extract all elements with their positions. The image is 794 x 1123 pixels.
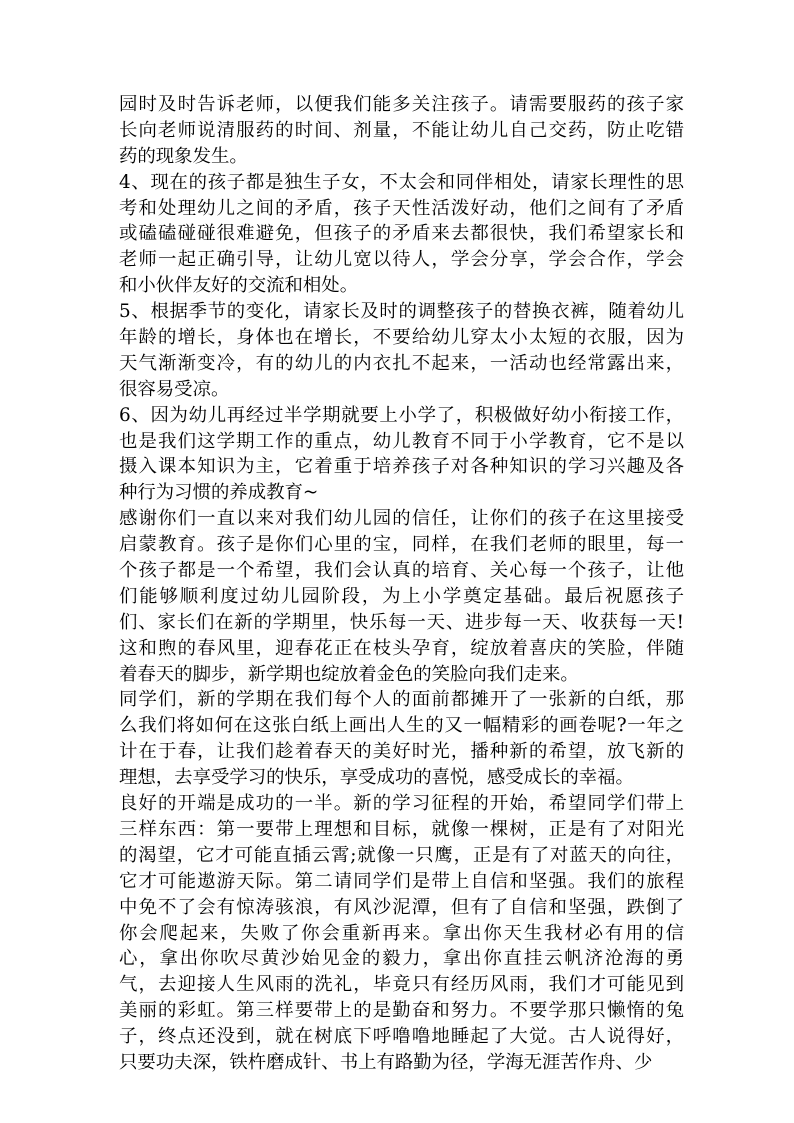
text-line: 4、现在的孩子都是独生子女，不太会和同伴相处，请家长理性的思 — [119, 171, 684, 193]
text-line: 摄入课本知识为主，它着重于培养孩子对各种知识的学习兴趣及各 — [119, 456, 684, 478]
paragraph — [119, 506, 684, 687]
text-line: 或磕磕碰碰很难避免，但孩子的矛盾来去都很快，我们希望家长和 — [119, 223, 684, 245]
paragraph — [119, 92, 684, 170]
text-line: 着春天的脚步，新学期也绽放着金色的笑脸向我们走来。 — [119, 663, 579, 685]
text-line: 中免不了会有惊涛骇浪，有风沙泥潭，但有了自信和坚强，跌倒了 — [119, 896, 684, 918]
text-line: 们能够顺利度过幼儿园阶段，为上小学奠定基础。最后祝愿孩子 — [119, 585, 684, 607]
text-line: 只要功夫深，铁杵磨成针、书上有路勤为径，学海无涯苦作舟、少 — [119, 1051, 653, 1073]
text-line: 和小伙伴友好的交流和相处。 — [119, 275, 359, 297]
paragraph — [119, 170, 684, 299]
text-line: 良好的开端是成功的一半。新的学习征程的开始，希望同学们带上 — [119, 793, 684, 815]
text-line: 你会爬起来，失败了你会重新再来。拿出你天生我材必有用的信 — [119, 922, 684, 944]
text-line: 们、家长们在新的学期里，快乐每一天、进步每一天、收获每一天! — [119, 611, 684, 633]
text-line: 园时及时告诉老师，以便我们能多关注孩子。请需要服药的孩子家 — [119, 94, 684, 115]
text-line: 美丽的彩虹。第三样要带上的是勤奋和努力。不要学那只懒惰的兔 — [119, 1000, 684, 1022]
text-line: 同学们，新的学期在我们每个人的面前都摊开了一张新的白纸，那 — [119, 689, 684, 711]
document-page — [119, 92, 684, 1076]
paragraph — [119, 791, 684, 1076]
text-line: 种行为习惯的养成教育~ — [119, 482, 319, 504]
text-line: 的渴望，它才可能直插云霄;就像一只鹰，正是有了对蓝天的向往， — [119, 844, 684, 866]
text-line: 老师一起正确引导，让幼儿宽以待人，学会分享，学会合作，学会 — [119, 249, 684, 271]
text-line: 心，拿出你吹尽黄沙始见金的毅力，拿出你直挂云帆济沧海的勇 — [119, 948, 684, 970]
text-line: 么我们将如何在这张白纸上画出人生的又一幅精彩的画卷呢?一年之 — [119, 715, 684, 737]
text-line: 气，去迎接人生风雨的洗礼，毕竟只有经历风雨，我们才可能见到 — [119, 974, 684, 996]
text-line: 药的现象发生。 — [119, 145, 248, 167]
paragraph — [119, 299, 684, 403]
text-line: 考和处理幼儿之间的矛盾，孩子天性活泼好动，他们之间有了矛盾 — [119, 197, 684, 219]
text-line: 三样东西：第一要带上理想和目标，就像一棵树，正是有了对阳光 — [119, 818, 684, 840]
text-line: 理想，去享受学习的快乐，享受成功的喜悦，感受成长的幸福。 — [119, 767, 634, 789]
text-line: 感谢你们一直以来对我们幼儿园的信任，让你们的孩子在这里接受 — [119, 508, 684, 530]
text-line: 它才可能遨游天际。第二请同学们是带上自信和坚强。我们的旅程 — [119, 870, 684, 892]
text-line: 这和煦的春风里，迎春花正在枝头孕育，绽放着喜庆的笑脸，伴随 — [119, 637, 684, 659]
text-line: 启蒙教育。孩子是你们心里的宝，同样，在我们老师的眼里，每一 — [119, 534, 684, 556]
paragraph — [119, 403, 684, 507]
text-line: 长向老师说清服药的时间、剂量，不能让幼儿自己交药，防止吃错 — [119, 119, 684, 141]
text-line: 6、因为幼儿再经过半学期就要上小学了，积极做好幼小衔接工作， — [119, 404, 684, 426]
paragraph — [119, 687, 684, 791]
text-line: 天气渐渐变冷，有的幼儿的内衣扎不起来，一活动也经常露出来， — [119, 352, 684, 374]
text-line: 很容易受凉。 — [119, 378, 230, 400]
text-line: 计在于春，让我们趁着春天的美好时光，播种新的希望，放飞新的 — [119, 741, 684, 763]
text-line: 也是我们这学期工作的重点，幼儿教育不同于小学教育，它不是以 — [119, 430, 684, 452]
text-line: 5、根据季节的变化，请家长及时的调整孩子的替换衣裤，随着幼儿 — [119, 301, 684, 323]
text-line: 年龄的增长，身体也在增长，不要给幼儿穿太小太短的衣服，因为 — [119, 327, 684, 349]
text-line: 子，终点还没到，就在树底下呼噜噜地睡起了大觉。古人说得好， — [119, 1026, 684, 1048]
text-line: 个孩子都是一个希望，我们会认真的培育、关心每一个孩子，让他 — [119, 560, 684, 582]
